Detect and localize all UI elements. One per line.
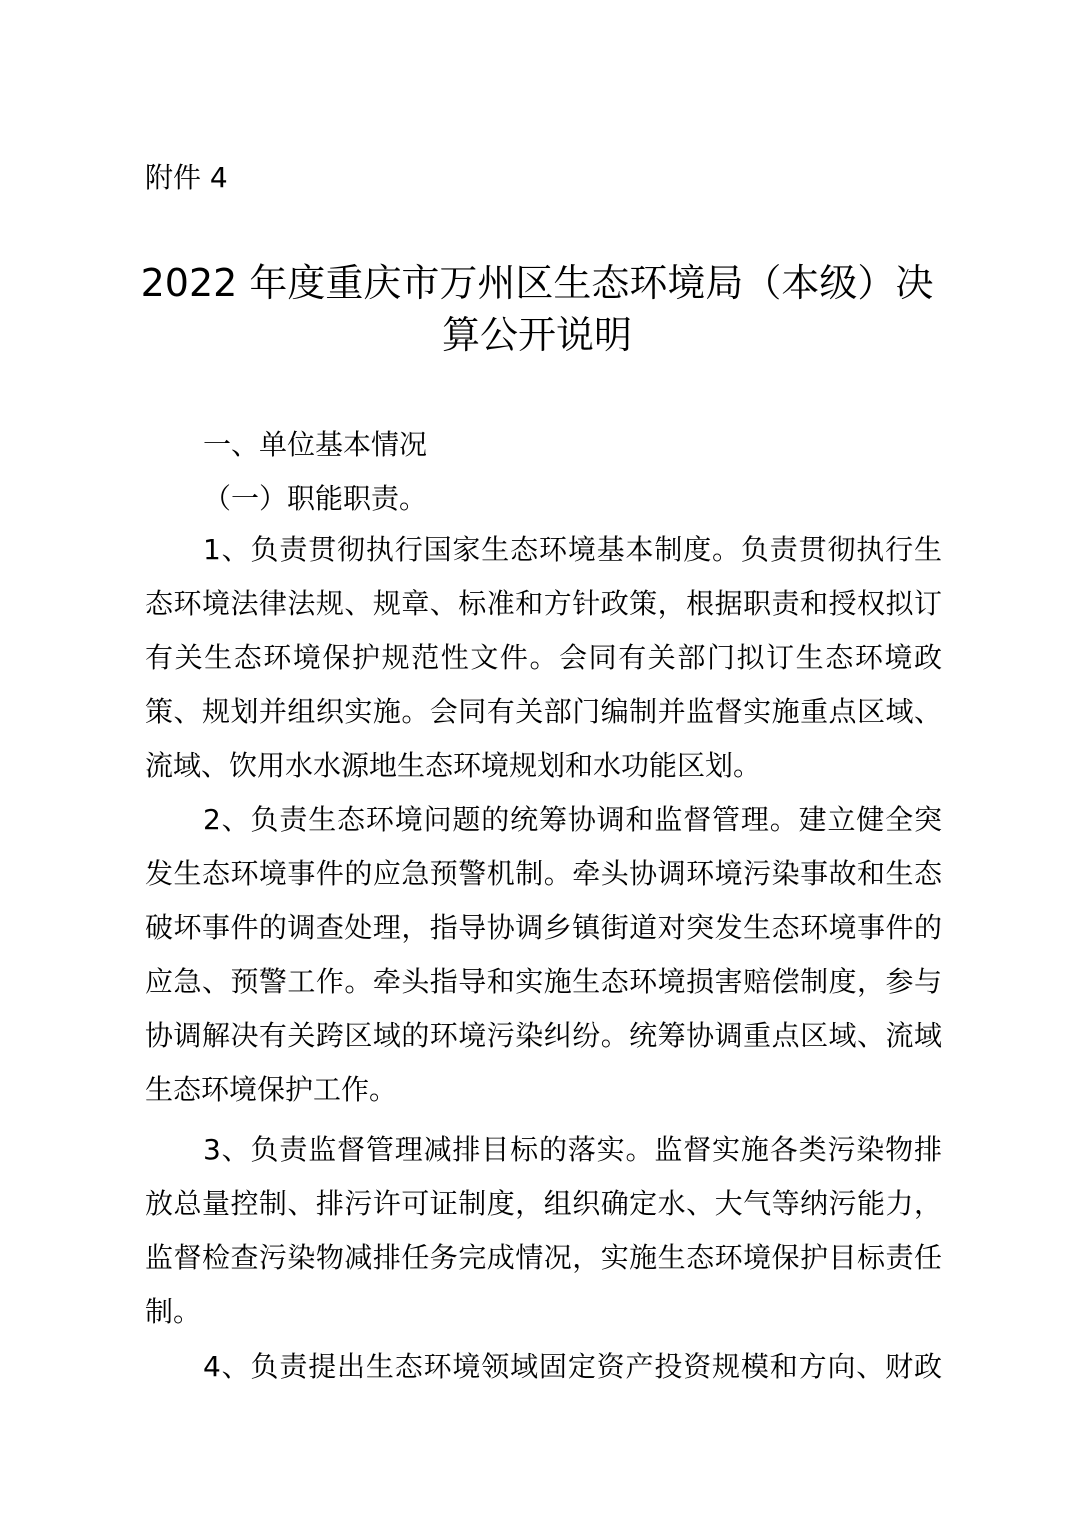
paragraph-3-line: 制。 [145, 1295, 202, 1328]
paragraph-1-line: 策、规划并组织实施。会同有关部门编制并监督实施重点区域、 [145, 695, 942, 728]
paragraph-3-line: 放总量控制、排污许可证制度，组织确定水、大气等纳污能力， [145, 1187, 942, 1220]
paragraph-1-line: 态环境法律法规、规章、标准和方针政策，根据职责和授权拟订 [145, 587, 942, 620]
paragraph-3-line: 监督检查污染物减排任务完成情况，实施生态环境保护目标责任 [145, 1241, 942, 1274]
document-title-line-1: 2022 年度重庆市万州区生态环境局（本级）决 [140, 261, 934, 305]
paragraph-1-line: 1、负责贯彻执行国家生态环境基本制度。负责贯彻执行生 [203, 533, 942, 566]
paragraph-1-line: 有关生态环境保护规范性文件。会同有关部门拟订生态环境政 [145, 641, 942, 674]
paragraph-3-line: 3、负责监督管理减排目标的落实。监督实施各类污染物排 [203, 1133, 942, 1166]
paragraph-2-line: 应急、预警工作。牵头指导和实施生态环境损害赔偿制度，参与 [145, 965, 942, 998]
paragraph-2-line: 发生态环境事件的应急预警机制。牵头协调环境污染事故和生态 [145, 857, 942, 890]
paragraph-4-line: 4、负责提出生态环境领域固定资产投资规模和方向、财政 [203, 1350, 942, 1383]
document-title-line-2: 算公开说明 [441, 313, 632, 357]
section-heading: 一、单位基本情况 [203, 428, 428, 461]
paragraph-2-line: 破坏事件的调查处理，指导协调乡镇街道对突发生态环境事件的 [145, 911, 942, 944]
attachment-label: 附件 4 [145, 161, 228, 194]
paragraph-2-line: 2、负责生态环境问题的统筹协调和监督管理。建立健全突 [203, 803, 942, 836]
paragraph-1-line: 流域、饮用水水源地生态环境规划和水功能区划。 [145, 749, 762, 782]
paragraph-2-line: 生态环境保护工作。 [145, 1073, 398, 1106]
paragraph-2-line: 协调解决有关跨区域的环境污染纠纷。统筹协调重点区域、流域 [145, 1019, 942, 1052]
subsection-heading: （一）职能职责。 [203, 482, 428, 515]
